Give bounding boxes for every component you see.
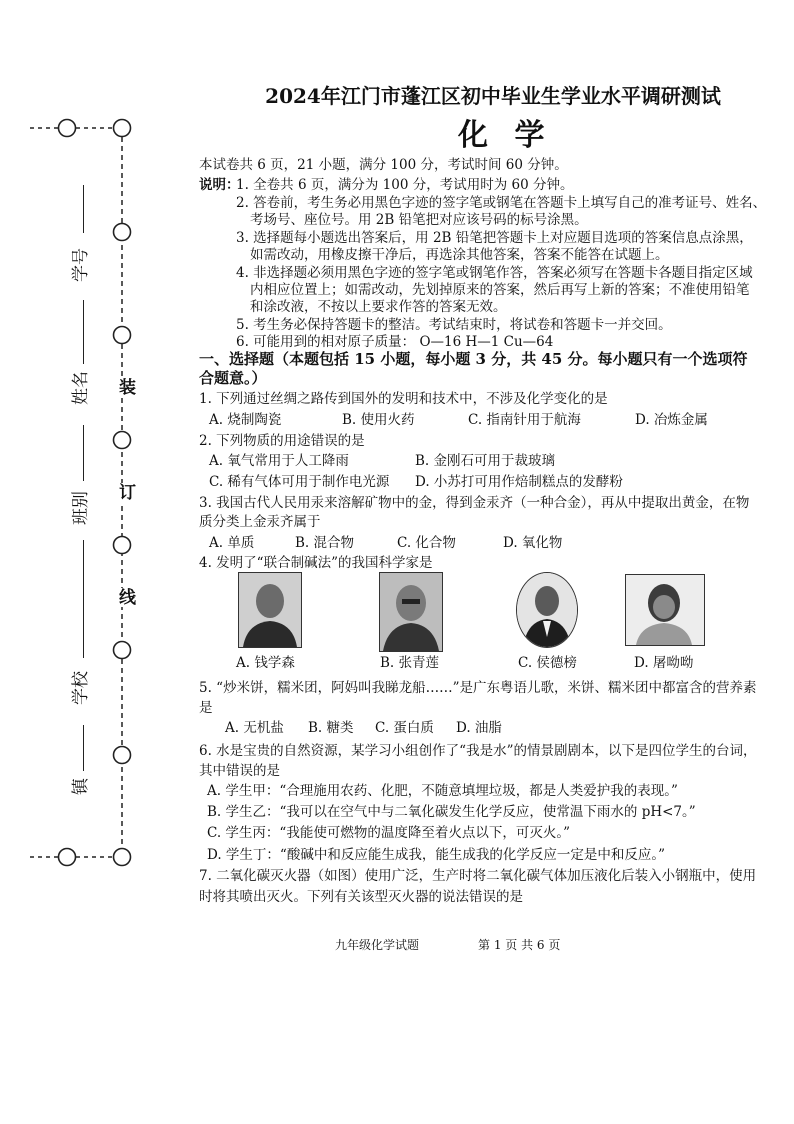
note-line: 如需改动，用橡皮擦干净后，再选涂其他答案，答案不能答在试题上。 [250, 247, 669, 263]
question-stem-cont: 时将其喷出灭火。下列有关该型灭火器的说法错误的是 [199, 889, 523, 905]
option-b[interactable]: B. 糖类 [308, 720, 354, 736]
note-line: 6. 可能用到的相对原子质量： O—16 H—1 Cu—64 [236, 334, 554, 350]
question-stem: 2. 下列物质的用途错误的是 [199, 433, 365, 449]
school-line[interactable] [83, 540, 84, 658]
option-a[interactable]: A. 烧制陶瓷 [209, 412, 282, 428]
portrait-photo-b [379, 572, 443, 652]
option-a[interactable]: A. 钱学森 [236, 655, 295, 671]
option-d[interactable]: D. 氧化物 [503, 535, 563, 551]
option-d[interactable]: D. 油脂 [456, 720, 502, 736]
exam-intro: 本试卷共 6 页，21 小题，满分 100 分，考试时间 60 分钟。 [199, 157, 568, 173]
option-d[interactable]: D. 冶炼金属 [635, 412, 708, 428]
question-stem: 3. 我国古代人民用汞来溶解矿物中的金，得到金汞齐（一种合金），再从中提取出黄金，在物 [199, 495, 750, 511]
option-c[interactable]: C. 学生丙：“我能使可燃物的温度降至着火点以下，可灭火。” [207, 825, 570, 841]
option-a[interactable]: A. 氧气常用于人工降雨 [209, 453, 349, 469]
option-c[interactable]: C. 指南针用于航海 [468, 412, 581, 428]
binding-line-graphic [0, 0, 160, 1124]
question-stem: 1. 下列通过丝绸之路传到国外的发明和技术中，不涉及化学变化的是 [199, 391, 608, 407]
class-line[interactable] [83, 425, 84, 481]
note-line: 2. 答卷前，考生务必用黑色字迹的签字笔或钢笔在答题卡上填写自己的准考证号、姓名、 [236, 195, 767, 211]
binding-margin [0, 0, 160, 1124]
question-stem: 4. 发明了“联合制碱法”的我国科学家是 [199, 555, 433, 571]
portrait-photo-d [625, 574, 705, 646]
option-b[interactable]: B. 金刚石可用于裁玻璃 [415, 453, 556, 469]
option-b[interactable]: B. 学生乙：“我可以在空气中与二氧化碳发生化学反应，使常温下雨水的 pH<7。” [207, 804, 696, 820]
question-stem: 5. “炒米饼，糯米团，阿妈叫我睇龙船……”是广东粤语儿歌，米饼、糯米团中都富含的营养素 [199, 680, 757, 696]
note-line: 内相应位置上；如需改动，先划掉原来的答案，然后再写上新的答案；不准使用铅笔 [250, 282, 750, 298]
question-stem-cont: 质分类上金汞齐属于 [199, 514, 321, 530]
option-c[interactable]: C. 侯德榜 [518, 655, 577, 671]
option-b[interactable]: B. 张青莲 [380, 655, 440, 671]
class-label: 班别 [71, 491, 91, 525]
student-number-label: 学号 [71, 248, 91, 282]
option-c[interactable]: C. 蛋白质 [375, 720, 434, 736]
option-d[interactable]: D. 屠呦呦 [634, 655, 694, 671]
portrait-photo-c [516, 572, 578, 648]
note-line: 4. 非选择题必须用黑色字迹的签字笔或钢笔作答，答案必须写在答题卡各题目指定区域 [236, 265, 753, 281]
option-b[interactable]: B. 混合物 [295, 535, 355, 551]
portrait-photo-a [238, 572, 302, 648]
note-line: 3. 选择题每小题选出答案后，用 2B 铅笔把答题卡上对应题目选项的答案信息点涂黑， [236, 230, 753, 246]
option-a[interactable]: A. 单质 [209, 535, 255, 551]
town-line[interactable] [83, 725, 84, 771]
option-a[interactable]: A. 学生甲：“合理施用农药、化肥，不随意填埋垃圾，都是人类爱护我的表现。” [207, 783, 678, 799]
name-line[interactable] [83, 300, 84, 364]
person-silhouette-icon [239, 573, 301, 647]
notes-label: 说明： [199, 177, 240, 193]
school-label: 学校 [71, 671, 91, 705]
town-label: 镇 [71, 778, 91, 795]
option-c[interactable]: C. 稀有气体可用于制作电光源 [209, 474, 390, 490]
seal-char-zhuang: 装 [113, 378, 138, 397]
section-heading-cont: 合题意。） [199, 369, 267, 387]
option-c[interactable]: C. 化合物 [397, 535, 456, 551]
question-stem-cont: 是 [199, 700, 213, 716]
person-silhouette-icon [626, 575, 704, 645]
subject-title: 化 学 [458, 118, 553, 153]
option-d[interactable]: D. 小苏打可用作焙制糕点的发酵粉 [415, 474, 623, 490]
question-stem-cont: 其中错误的是 [199, 763, 280, 779]
note-line: 考场号、座位号。用 2B 铅笔把对应该号码的标号涂黑。 [250, 212, 588, 228]
note-line: 和涂改液，不按以上要求作答的答案无效。 [250, 299, 507, 315]
option-a[interactable]: A. 无机盐 [225, 720, 284, 736]
page-number: 第 1 页 共 6 页 [478, 938, 561, 952]
note-line: 5. 考生务必保持答题卡的整洁。考试结束时，将试卷和答题卡一并交回。 [236, 317, 672, 333]
question-stem: 6. 水是宝贵的自然资源，某学习小组创作了“我是水”的情景剧剧本，以下是四位学生的台词， [199, 743, 757, 759]
option-d[interactable]: D. 学生丁：“酸碱中和反应能生成我，能生成我的化学反应一定是中和反应。” [207, 847, 665, 863]
question-stem: 7. 二氧化碳灭火器（如图）使用广泛，生产时将二氧化碳气体加压液化后装入小钢瓶中，使用 [199, 868, 757, 884]
exam-title: 2024年江门市蓬江区初中毕业生学业水平调研测试 [265, 84, 721, 108]
name-label: 姓名 [71, 371, 91, 405]
person-silhouette-icon [517, 573, 577, 647]
note-line: 1. 全卷共 6 页，满分为 100 分，考试用时为 60 分钟。 [236, 177, 574, 193]
section-heading: 一、选择题（本题包括 15 小题，每小题 3 分，共 45 分。每小题只有一个选项符 [199, 350, 748, 368]
seal-char-ding: 订 [113, 483, 138, 502]
person-silhouette-icon [380, 573, 442, 651]
student-number-line[interactable] [83, 185, 84, 233]
option-b[interactable]: B. 使用火药 [342, 412, 415, 428]
seal-char-xian: 线 [113, 588, 138, 607]
footer-subject: 九年级化学试题 [335, 938, 420, 952]
